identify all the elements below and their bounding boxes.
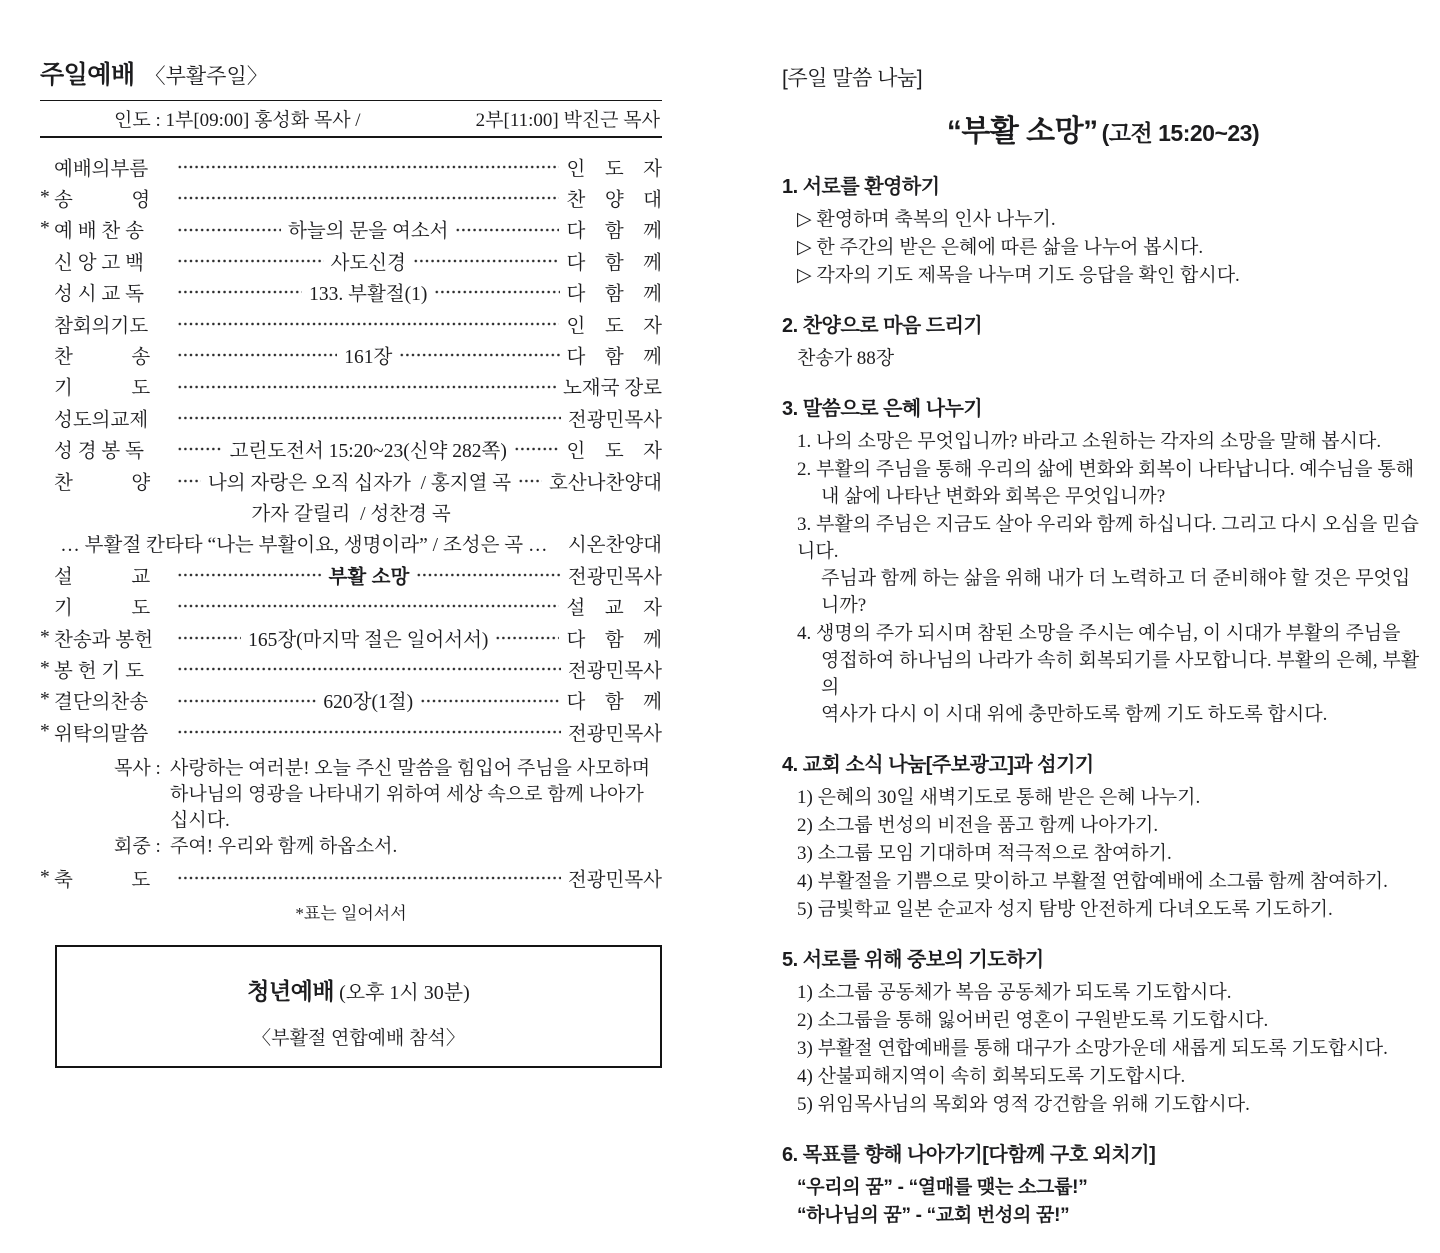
dotted-leader (177, 685, 316, 716)
section-item-line: 영접하여 하나님의 나라가 속히 회복되기를 사모합니다. 부활의 은혜, 부활의 (821, 650, 1420, 698)
order-item-label: 찬 송 (54, 347, 151, 369)
order-item-label: 성 경 봉 독 (54, 441, 144, 463)
order-item-detail: 나의 자랑은 오직 십자가 / 홍지열 곡 (207, 472, 512, 494)
standing-footnote: *표는 일어서서 (295, 903, 407, 923)
section-item-line: 주님과 함께 하는 삶을 위해 내가 더 노력하고 더 준비해야 할 것은 무엇입니까? (821, 568, 1411, 616)
first-service-leader: 인도 : 1부[09:00] 홍성화 목사 / (114, 110, 361, 131)
order-item-continuation: … 부활절 칸타타 “나는 부활이요, 생명이라” / 조성은 곡 … (60, 535, 548, 557)
standing-star: * (40, 626, 50, 648)
section-item (797, 262, 1424, 289)
dotted-leader (177, 245, 324, 276)
pastor-text-line2: 하나님의 영광을 나타내기 위하여 세상 속으로 함께 나아가십시다. (170, 784, 644, 832)
section-item (797, 812, 1424, 839)
order-item-role: 노재국 장로 (562, 378, 662, 400)
order-item-role: 인 도 자 (566, 158, 662, 180)
section-item (797, 345, 1424, 372)
sermon-title-row (782, 106, 1424, 150)
order-item-label: 신 앙 고 백 (54, 252, 144, 274)
youth-service-note: 〈부활절 연합예배 참석〉 (252, 1027, 465, 1049)
section-heading: 1. 서로를 환영하기 (782, 176, 940, 198)
order-item-label: 위탁의말씀 (54, 723, 149, 745)
sharing-section (782, 396, 1424, 728)
dotted-leader (416, 559, 561, 590)
dotted-leader (518, 465, 542, 496)
order-item-label: 송 영 (54, 190, 151, 212)
section-item (797, 511, 1424, 619)
order-item-role: 다 함 께 (566, 252, 662, 274)
section-item-line: 2. 부활의 주님을 통해 우리의 삶에 변화와 회복이 나타납니다. 예수님을 통해 (797, 459, 1415, 480)
dotted-leader (420, 685, 559, 716)
dotted-leader (177, 182, 559, 213)
sharing-section (782, 174, 1424, 289)
order-item-label: 예 배 찬 송 (54, 221, 144, 243)
dotted-leader (177, 862, 561, 893)
order-row (40, 151, 662, 182)
sharing-section (782, 752, 1424, 923)
standing-star: * (40, 689, 50, 711)
order-item-role: 찬 양 대 (566, 190, 662, 212)
section-item (797, 1202, 1424, 1229)
sermon-title: “부활 소망” (946, 115, 1098, 148)
congregation-text: 주여! 우리와 함께 하옵소서. (170, 836, 398, 858)
congregation-label: 회중 : (114, 836, 161, 858)
section-item-line: ▷ 환영하며 축복의 인사 나누기. (797, 209, 1056, 230)
order-item-role: 전광민목사 (567, 660, 662, 682)
order-row (40, 496, 662, 527)
order-row (40, 434, 662, 465)
order-row (40, 371, 662, 402)
section-item (797, 840, 1424, 867)
section-item (797, 1174, 1424, 1201)
dotted-leader (514, 434, 560, 465)
pastor-line (114, 756, 662, 782)
section-heading: 5. 서로를 위해 중보의 기도하기 (782, 949, 1044, 971)
section-item-line: 4. 생명의 주가 되시며 참된 소망을 주시는 예수님, 이 시대가 부활의 주님을 (797, 623, 1401, 644)
dotted-leader (399, 339, 559, 370)
section-item-line: 5) 위임목사님의 목회와 영적 강건함을 위해 기도합시다. (797, 1094, 1250, 1115)
section-item-line: 2) 소그룹을 통해 잃어버린 영혼이 구원받도록 기도합시다. (797, 1010, 1269, 1031)
order-item-detail: 고린도전서 15:20~23(신약 282쪽) (229, 441, 507, 463)
dotted-leader (177, 653, 561, 684)
section-heading: 4. 교회 소식 나눔[주보광고]과 섬기기 (782, 754, 1094, 776)
sharing-section (782, 1142, 1424, 1229)
service-leaders-row (40, 101, 662, 136)
section-item (797, 1063, 1424, 1090)
order-item-detail: 부활 소망 (328, 565, 410, 588)
youth-service-title: 청년예배 (247, 977, 335, 1004)
section-item (797, 868, 1424, 895)
order-item-detail: 133. 부활절(1) (309, 284, 428, 306)
section-item-line: 내 삶에 나타난 변화와 회복은 무엇입니까? (821, 486, 1166, 507)
order-row (40, 528, 662, 559)
pastor-label: 목사 : (114, 758, 161, 780)
order-row (40, 277, 662, 308)
sharing-section (782, 947, 1424, 1118)
section-item-line: “우리의 꿈” - “열매를 맺는 소그룹!” (797, 1177, 1088, 1198)
sharing-section (782, 313, 1424, 372)
youth-service-box (55, 945, 662, 1068)
standing-star: * (40, 720, 50, 742)
section-item-line: 3) 부활절 연합예배를 통해 대구가 소망가운데 새롭게 되도록 기도합시다. (797, 1038, 1388, 1059)
section-item-line: 4) 산불피해지역이 속히 회복되도록 기도합시다. (797, 1066, 1186, 1087)
order-of-worship-list (40, 151, 662, 747)
order-item-role: 전광민목사 (567, 723, 662, 745)
order-row (40, 339, 662, 370)
dotted-leader (177, 622, 241, 653)
section-item-line: 역사가 다시 이 시대 위에 충만하도록 함께 기도 하도록 합시다. (821, 704, 1328, 725)
order-row (40, 245, 662, 276)
dotted-leader (455, 214, 559, 245)
order-item-label: 참회의기도 (54, 315, 149, 337)
dotted-leader (177, 434, 223, 465)
section-heading: 3. 말씀으로 은혜 나누기 (782, 398, 983, 420)
worship-subtitle: 〈부활주일〉 (144, 64, 268, 88)
order-row (40, 465, 662, 496)
dotted-leader (434, 277, 559, 308)
order-row (40, 716, 662, 747)
order-item-label: 축 도 (54, 870, 151, 892)
order-row (40, 622, 662, 653)
benediction-row (40, 862, 662, 893)
section-item-line: 1) 은혜의 30일 새벽기도로 통해 받은 은혜 나누기. (797, 787, 1201, 808)
order-item-label: 예배의부름 (54, 158, 149, 180)
pastor-text-line1: 사랑하는 여러분! 오늘 주신 말씀을 힘입어 주님을 사모하며 (170, 758, 651, 780)
order-row (40, 590, 662, 621)
header-rule-thick (40, 136, 662, 138)
order-row (40, 402, 662, 433)
order-item-label: 성도의교제 (54, 409, 149, 431)
youth-service-title-row (57, 973, 660, 1006)
dotted-leader (177, 465, 201, 496)
section-item (797, 1091, 1424, 1118)
order-item-role: 다 함 께 (566, 692, 662, 714)
standing-star: * (40, 187, 50, 209)
section-item-line: ▷ 한 주간의 받은 은혜에 따른 삶을 나누어 봅시다. (797, 237, 1204, 258)
section-item (797, 979, 1424, 1006)
order-item-role: 다 함 께 (566, 347, 663, 369)
youth-service-time: (오후 1시 30분) (339, 981, 470, 1004)
section-item-line: 3) 소그룹 모임 기대하며 적극적으로 참여하기. (797, 843, 1172, 864)
order-item-label: 찬송과 봉헌 (54, 629, 154, 651)
section-heading: 6. 목표를 향해 나아가기[다함께 구호 외치기] (782, 1144, 1156, 1166)
responsive-litany (114, 756, 662, 860)
order-row (40, 182, 662, 213)
order-row (40, 214, 662, 245)
second-service-leader: 2부[11:00] 박진근 목사 (475, 110, 660, 131)
section-item (797, 234, 1424, 261)
order-item-role: 다 함 께 (566, 629, 662, 651)
order-item-role: 다 함 께 (566, 284, 663, 306)
order-item-detail: 165장(마지막 절은 일어서서) (248, 629, 489, 651)
order-item-detail: 사도신경 (330, 252, 406, 274)
order-item-role: 전광민목사 (567, 409, 662, 431)
order-row (40, 685, 662, 716)
section-heading: 2. 찬양으로 마음 드리기 (782, 315, 983, 337)
sermon-sharing-column (782, 62, 1424, 1253)
order-item-label: 결단의찬송 (54, 692, 149, 714)
order-item-role: 호산나찬양대 (548, 472, 663, 494)
order-item-role: 다 함 께 (566, 221, 662, 243)
dotted-leader (177, 716, 561, 747)
section-item-line: 2) 소그룹 번성의 비전을 품고 함께 나아가기. (797, 815, 1159, 836)
dotted-leader (177, 402, 561, 433)
dotted-leader (177, 559, 322, 590)
dotted-leader (177, 308, 559, 339)
congregation-line (114, 834, 662, 860)
worship-title: 주일예배 (40, 61, 135, 89)
order-item-role: 설 교 자 (566, 598, 662, 620)
section-item-line: 1. 나의 소망은 무엇입니까? 바라고 소원하는 각자의 소망을 말해 봅시다. (797, 431, 1382, 452)
order-item-role: 인 도 자 (566, 315, 662, 337)
order-item-role: 인 도 자 (566, 441, 663, 463)
dotted-leader (177, 214, 281, 245)
dotted-leader (413, 245, 560, 276)
dotted-leader (495, 622, 559, 653)
dotted-leader (177, 151, 559, 182)
sharing-sections (782, 174, 1424, 1229)
order-item-label: 기 도 (54, 598, 151, 620)
worship-header (40, 55, 662, 91)
section-item-line: 찬송가 88장 (797, 348, 895, 369)
order-item-label: 설 교 (54, 566, 151, 588)
section-item (797, 456, 1424, 510)
order-row (40, 308, 662, 339)
dotted-leader (177, 371, 556, 402)
section-item-line: 4) 부활절을 기쁨으로 맞이하고 부활절 연합예배에 소그룹 함께 참여하기. (797, 871, 1388, 892)
order-row (40, 653, 662, 684)
section-item-line: ▷ 각자의 기도 제목을 나누며 기도 응답을 확인 합시다. (797, 265, 1240, 286)
section-item-line: “하나님의 꿈” - “교회 번성의 꿈!” (797, 1205, 1070, 1226)
dotted-leader (177, 339, 337, 370)
order-item-continuation: 가자 갈릴리 / 성찬경 곡 (251, 503, 451, 525)
section-item (797, 428, 1424, 455)
order-item-detail: 620장(1절) (323, 692, 414, 714)
order-item-detail: 161장 (344, 347, 393, 369)
standing-star: * (40, 867, 50, 889)
order-item-role: 시온찬양대 (567, 535, 662, 557)
order-item-role: 전광민목사 (567, 566, 662, 588)
order-row (40, 559, 662, 590)
section-item-line: 1) 소그룹 공동체가 복음 공동체가 되도록 기도합시다. (797, 982, 1232, 1003)
sharing-header: [주일 말씀 나눔] (782, 67, 923, 90)
standing-star: * (40, 218, 50, 240)
order-item-label: 봉 헌 기 도 (54, 660, 144, 682)
section-item (797, 896, 1424, 923)
section-item (797, 206, 1424, 233)
standing-star: * (40, 657, 50, 679)
section-item (797, 1035, 1424, 1062)
section-item (797, 1007, 1424, 1034)
section-item (797, 784, 1424, 811)
section-item-line: 3. 부활의 주님은 지금도 살아 우리와 함께 하십니다. 그리고 다시 오심을 믿습니다. (797, 514, 1419, 562)
order-item-label: 성 시 교 독 (54, 284, 144, 306)
order-item-role: 전광민목사 (567, 870, 662, 892)
order-item-detail: 하늘의 문을 여소서 (288, 221, 449, 243)
dotted-leader (177, 590, 559, 621)
dotted-leader (177, 277, 302, 308)
section-item-line: 5) 금빛학교 일본 순교자 성지 탐방 안전하게 다녀오도록 기도하기. (797, 899, 1333, 920)
worship-order-column (40, 55, 662, 1068)
order-row (40, 862, 662, 893)
order-item-label: 기 도 (54, 378, 151, 400)
order-item-label: 찬 양 (54, 472, 151, 494)
sermon-reference: (고전 15:20~23) (1101, 120, 1260, 146)
section-item (797, 620, 1424, 728)
